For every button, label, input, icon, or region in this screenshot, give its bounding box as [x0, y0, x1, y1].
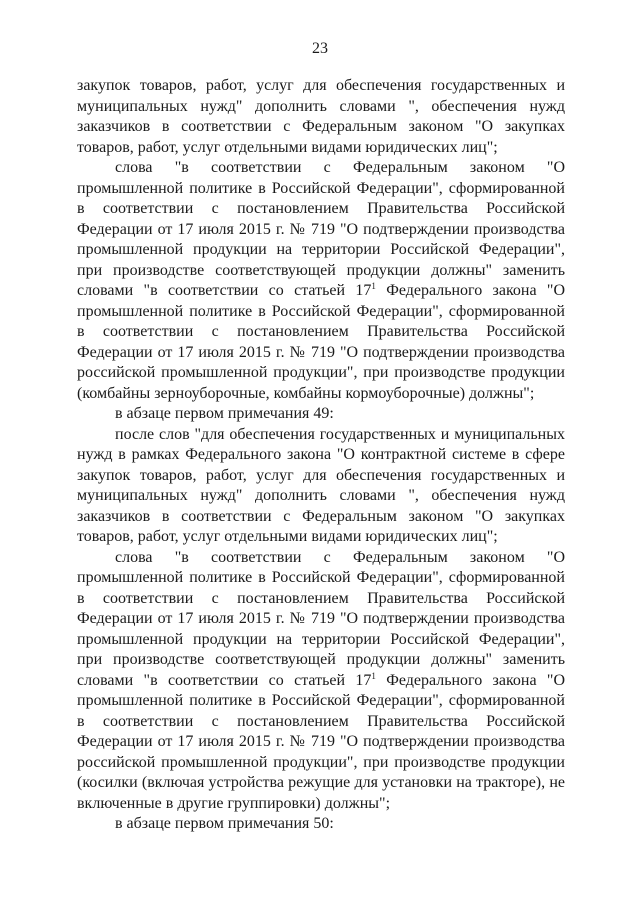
paragraph-text: в абзаце первом примечания 50:: [115, 815, 334, 832]
paragraph-text: слова "в соответствии с Федеральным законом "О промышленной политике в Российской Федерации", сформированной в соответствии с постановлением Правительства Российской Федерации от 17 июля 2015 г. № 719 "О подтверждении производства промышленной продукции на территории Российской Федерации", при производстве соответствующей продукции должны" заменить словами "в соответствии со статьей 17: [77, 548, 565, 689]
paragraph-text: закупок товаров, работ, услуг для обеспечения государственных и муниципальных нужд" дополнить словами ", обеспечения нужд заказчиков в соответствии с Федеральным законом "О закупках товаров, работ, услуг отдельными видами юридических лиц";: [77, 77, 565, 156]
paragraph-text: в абзаце первом примечания 49:: [115, 405, 334, 422]
page-number: 23: [312, 40, 328, 57]
paragraph-text: слова "в соответствии с Федеральным законом "О промышленной политике в Российской Федерации", сформированной в соответствии с постановлением Правительства Российской Федерации от 17 июля 2015 г. № 719 "О подтверждении производства промышленной продукции на территории Российской Федерации", при производстве соответствующей продукции должны" заменить словами "в соответствии со статьей 17: [77, 159, 565, 299]
superscript: 1: [371, 670, 376, 681]
superscript: 1: [371, 281, 376, 291]
paragraph: [77, 158, 565, 404]
paragraph: [77, 76, 565, 158]
paragraph: [77, 548, 565, 815]
paragraph-text: Федерального закона "О промышленной политике в Российской Федерации", сформированной в соответствии с постановлением Правительства Российской Федерации от 17 июля 2015 г. № 719 "О подтверждении производства российской промышленной продукции", при производстве продукции (косилки (включая устройства режущие для установки на тракторе), не включенные в другие группировки) должны";: [77, 671, 566, 812]
paragraph: [77, 425, 565, 548]
paragraph: [77, 814, 565, 835]
paragraph-text: Федерального закона "О промышленной политике в Российской Федерации", сформированной в соответствии с постановлением Правительства Российской Федерации от 17 июля 2015 г. № 719 "О подтверждении производства российской промышленной продукции", при производстве продукции (комбайны зерноуборочные, комбайны кормоуборочные) должны";: [77, 282, 566, 402]
document-body: [77, 76, 565, 835]
paragraph-text: после слов "для обеспечения государственных и муниципальных нужд в рамках Федерального закона "О контрактной системе в сфере закупок товаров, работ, услуг для обеспечения государственных и муниципальных нужд" дополнить словами ", обеспечения нужд заказчиков в соответствии с Федеральным законом "О закупках товаров, работ, услуг отдельными видами юридических лиц";: [77, 425, 565, 545]
paragraph: [77, 404, 565, 425]
